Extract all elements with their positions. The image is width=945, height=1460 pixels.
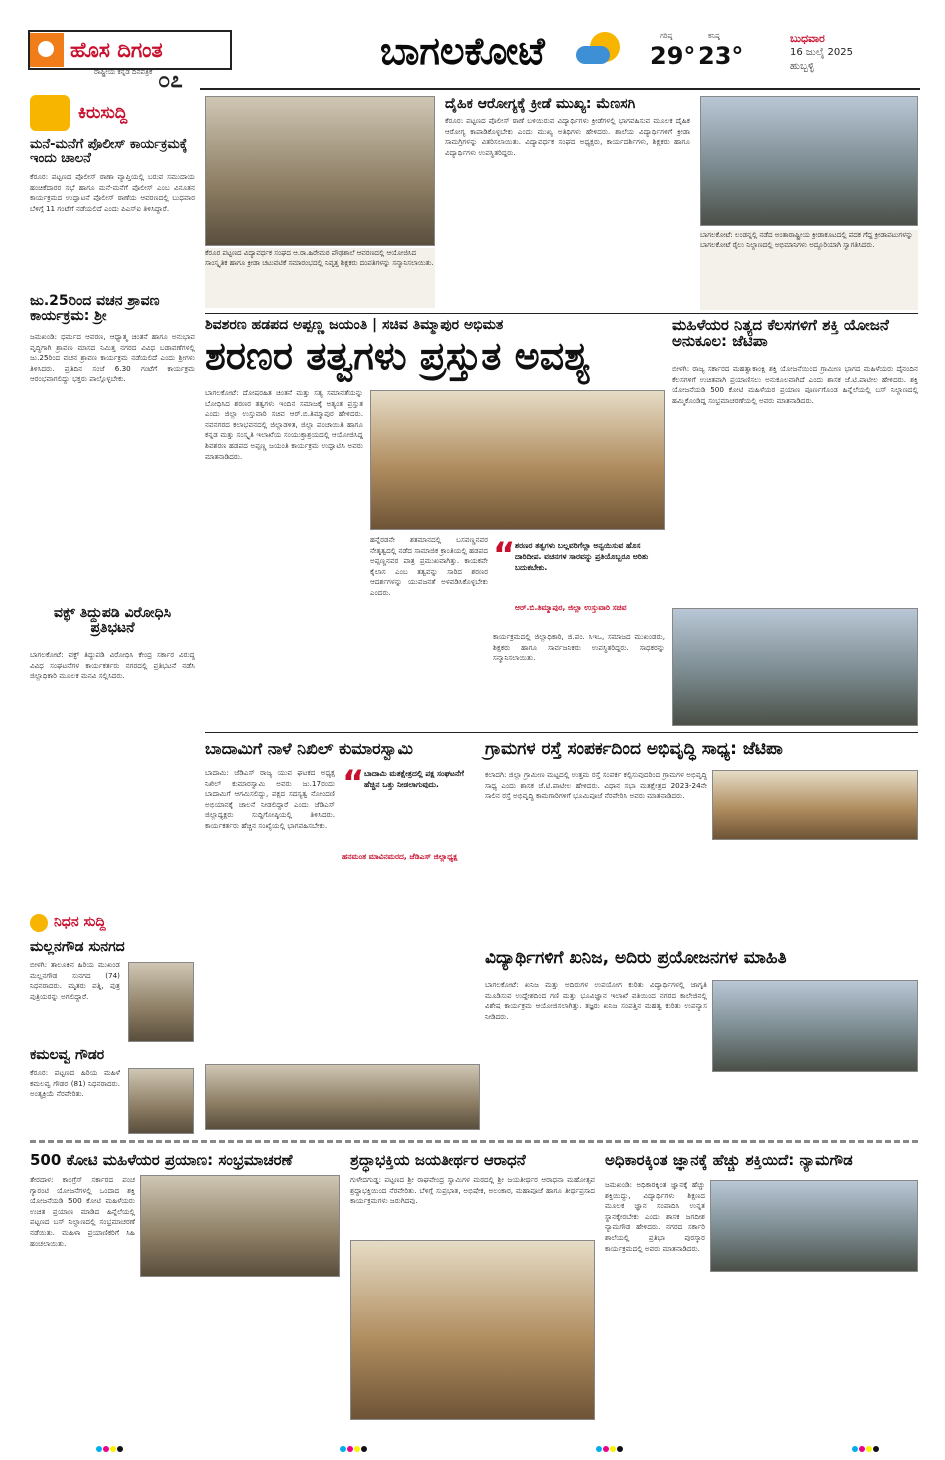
sports-body: ಕೆರೂರ: ಪಟ್ಟಣದ ಪೊಲೀಸ್ ಠಾಣೆ ಬಳಿಯಿರುವ ವಿದ್ಯಾರ್ಥಿಗಳು ಕ್ರೀಡೆಗಳಲ್ಲಿ ಭಾಗವಹಿಸುವ ಮೂಲಕ ದೈಹಿಕ ಆರೋಗ್ಯ ಕಾಪಾಡಿಕೊಳ್ಳಬೇಕು ಎಂದು ಮುಖ್ಯ ಅತಿಥಿಗಳು ಹೇಳಿದರು. ಶಾಲೆಯ ವಿದ್ಯಾರ್ಥಿಗಳಿಗೆ ಕ್ರೀಡಾ ಸಾಮಗ್ರಿಗಳನ್ನು ವಿತರಿಸಲಾಯಿತು. ವಿದ್ಯಾವರ್ಧಕ ಸಂಘದ ಅಧ್ಯಕ್ಷರು, ಕಾರ್ಯದರ್ಶಿಗಳು, ಶಿಕ್ಷಕರು ಹಾಗೂ ವಿದ್ಯಾರ್ಥಿಗಳು ಉಪಸ್ಥಿತರಿದ್ದರು. xyxy=(445,116,690,157)
school-event-photo xyxy=(205,96,435,246)
obit1-photo xyxy=(128,962,194,1042)
masthead-logo xyxy=(28,30,228,93)
bottom1-photo xyxy=(140,1175,340,1277)
athletes-caption: ಬಾಗಲಕೋಟೆ: ಲಂಡನ್ನಲ್ಲಿ ನಡೆದ ಅಂತಾರಾಷ್ಟ್ರೀಯ ಕ್ರೀಡಾಕೂಟದಲ್ಲಿ ಪದಕ ಗೆದ್ದ ಕ್ರೀಡಾಪಟುಗಳನ್ನು ಬಾಗಲಕೋಟೆ ರೈಲು ನಿಲ್ದಾಣದಲ್ಲಿ ಅಭಿಮಾನಿಗಳು ಅದ್ದೂರಿಯಾಗಿ ಸ್ವಾಗತಿಸಿದರು. xyxy=(700,230,918,310)
bottom-divider xyxy=(30,1140,918,1143)
kirusuddi-label: ಕಿರುಸುದ್ದಿ xyxy=(78,103,128,123)
roads-body: ಕಲಾದಗಿ: ಜಿಲ್ಲಾ ಗ್ರಾಮೀಣ ಮಟ್ಟದಲ್ಲಿ ಉತ್ತಮ ರಸ್ತೆ ಸಂಪರ್ಕ ಕಲ್ಪಿಸುವುದರಿಂದ ಗ್ರಾಮಗಳ ಅಭಿವೃದ್ಧಿ ಸಾಧ್ಯ ಎಂದು ಶಾಸಕ ಜೆ.ಟಿ.ಪಾಟೀಲ ಹೇಳಿದರು. ವಿಧಾನ ಸಭಾ ಮತಕ್ಷೇತ್ರದ 2023-24ನೇ ಸಾಲಿನ ರಸ್ತೆ ಅಭಿವೃದ್ಧಿ ಕಾಮಗಾರಿಗಳಿಗೆ ಭೂಮಿಪೂಜೆ ನೆರವೇರಿಸಿ ಅವರು ಮಾತನಾಡಿದರು. xyxy=(485,770,707,801)
nidhana-label: ನಿಧನ ಸುದ್ದಿ xyxy=(54,914,106,930)
temperature-box xyxy=(650,32,744,76)
brief2-body: ಜಮಖಂಡಿ: ಧರ್ಮದ ಆವರಣ, ಆಧ್ಯಾತ್ಮ ಚಿಂತನೆ ಹಾಗೂ ಅನುಭಾವ ವೃದ್ಧಿಗಾಗಿ ಶ್ರಾವಣ ಮಾಸದ ನಿಮಿತ್ತ ನಗರದ ವಿವಿಧ ಬಡಾವಣೆಗಳಲ್ಲಿ ಜು.25ರಿಂದ ವಚನ ಶ್ರಾವಣ ಕಾರ್ಯಕ್ರಮ ನಡೆಯಲಿದೆ ಎಂದು ಶ್ರೀಗಳು ತಿಳಿಸಿದರು. ಪ್ರತಿದಿನ ಸಂಜೆ 6.30 ಗಂಟೆಗೆ ಕಾರ್ಯಕ್ರಮ ಆರಂಭವಾಗಲಿದ್ದು ಭಕ್ತರು ಪಾಲ್ಗೊಳ್ಳಬೇಕು. xyxy=(30,332,195,384)
nidhana-header xyxy=(30,912,190,936)
edu-photo xyxy=(712,980,918,1072)
city-title xyxy=(380,28,620,78)
sports-headline: ದೈಹಿಕ ಆರೋಗ್ಯಕ್ಕೆ ಕ್ರೀಡೆ ಮುಖ್ಯ: ಮೆಣಸಗಿ xyxy=(445,96,636,112)
kirusuddi-header xyxy=(30,95,190,135)
weekday: ಬುಧವಾರ xyxy=(790,32,825,45)
logo-text: ಹೊಸ ದಿಗಂತ xyxy=(70,37,163,62)
bottom3-photo xyxy=(710,1180,918,1272)
brief1-headline: ಮನೆ-ಮನೆಗೆ ಪೊಲೀಸ್ ಕಾರ್ಯಕ್ರಮಕ್ಕೆ ಇಂದು ಚಾಲನೆ xyxy=(30,137,188,166)
athletes-photo xyxy=(700,96,918,226)
brief2-headline: ಜು.25ರಿಂದ ವಚನ ಶ್ರಾವಣ ಕಾರ್ಯಕ್ರಮ: ಶ್ರೀ xyxy=(30,293,160,324)
temp-max-label: ಗರಿಷ್ಠ xyxy=(660,32,673,40)
quote-icon: “ xyxy=(493,535,516,575)
brief3-body: ಬಾಗಲಕೋಟೆ: ವಕ್ಫ್ ತಿದ್ದುಪಡಿ ವಿರೋಧಿಸಿ ಕೇಂದ್ರ ಸರ್ಕಾರ ವಿರುದ್ಧ ವಿವಿಧ ಸಂಘಟನೆಗಳ ಕಾರ್ಯಕರ್ತರು ನಗರದಲ್ಲಿ ಪ್ರತಿಭಟನೆ ನಡೆಸಿ ಜಿಲ್ಲಾಧಿಕಾರಿ ಮೂಲಕ ಮನವಿ ಸಲ್ಲಿಸಿದರು. xyxy=(30,650,195,681)
shakti-body: ಬೀಳಗಿ: ರಾಜ್ಯ ಸರ್ಕಾರದ ಮಹತ್ವಾಕಾಂಕ್ಷಿ ಶಕ್ತಿ ಯೋಜನೆಯಿಂದ ಗ್ರಾಮೀಣ ಭಾಗದ ಮಹಿಳೆಯರು ದೈನಂದಿನ ಕೆಲಸಗಳಿಗೆ ಉಚಿತವಾಗಿ ಪ್ರಯಾಣಿಸಲು ಅನುಕೂಲವಾಗಿದೆ ಎಂದು ಶಾಸಕ ಜೆ.ಟಿ.ಪಾಟೀಲ ಹೇಳಿದರು. ಶಕ್ತಿ ಯೋಜನೆಯಡಿ 500 ಕೋಟಿ ಮಹಿಳೆಯರ ಪ್ರಯಾಣ ಪೂರ್ಣಗೊಂಡ ಹಿನ್ನೆಲೆಯಲ್ಲಿ ಬಸ್ ನಿಲ್ದಾಣದಲ್ಲಿ ಹಮ್ಮಿಕೊಂಡಿದ್ದ ಸಂಭ್ರಮಾಚರಣೆಯಲ್ಲಿ ಅವರು ಮಾತನಾಡಿದರು. xyxy=(672,364,918,405)
lead-headline: ಶರಣರ ತತ್ವಗಳು ಪ್ರಸ್ತುತ ಅವಶ್ಯ xyxy=(205,333,591,378)
lead-photo xyxy=(370,390,665,530)
nikhil-quote-byline: ಹನಮಂತ ಮಾವಿನಮರದ, ಜೆಡಿಎಸ್ ಜಿಲ್ಲಾಧ್ಯಕ್ಷ xyxy=(342,852,458,861)
bottom3-headline: ಅಧಿಕಾರಕ್ಕಿಂತ ಜ್ಞಾನಕ್ಕೆ ಹೆಚ್ಚು ಶಕ್ತಿಯಿದೆ: ನ್ಯಾಮಗೌಡ xyxy=(605,1151,853,1169)
edu-body: ಬಾಗಲಕೋಟೆ: ಖನಿಜ ಮತ್ತು ಅದಿರುಗಳ ಉಪಯೋಗ ಕುರಿತು ವಿದ್ಯಾರ್ಥಿಗಳಲ್ಲಿ ಜಾಗೃತಿ ಮೂಡಿಸುವ ಉದ್ದೇಶದಿಂದ ಗಣಿ ಮತ್ತು ಭೂವಿಜ್ಞಾನ ಇಲಾಖೆ ವತಿಯಿಂದ ನಗರದ ಕಾಲೇಜಿನಲ್ಲಿ ವಿಶೇಷ ಕಾರ್ಯಕ್ರಮ ಆಯೋಜಿಸಲಾಗಿತ್ತು. ತಜ್ಞರು ಖನಿಜ ಸಂಪತ್ತಿನ ಮಹತ್ವ ಕುರಿತು ಉಪನ್ಯಾಸ ನೀಡಿದರು. xyxy=(485,980,707,1021)
bottom3-body: ಜಮಖಂಡಿ: ಅಧಿಕಾರಕ್ಕಿಂತ ಜ್ಞಾನಕ್ಕೆ ಹೆಚ್ಚು ಶಕ್ತಿಯಿದ್ದು, ವಿದ್ಯಾರ್ಥಿಗಳು ಶಿಕ್ಷಣದ ಮೂಲಕ ಜ್ಞಾನ ಸಂಪಾದಿಸಿ ಉನ್ನತ ಸ್ಥಾನಕ್ಕೇರಬೇಕು ಎಂದು ಶಾಸಕ ಜಗದೀಶ ನ್ಯಾಮಗೌಡ ಹೇಳಿದರು. ನಗರದ ಸರ್ಕಾರಿ ಶಾಲೆಯಲ್ಲಿ ಪ್ರತಿಭಾ ಪುರಸ್ಕಾರ ಕಾರ್ಯಕ್ರಮದಲ್ಲಿ ಅವರು ಮಾತನಾಡಿದರು. xyxy=(605,1180,705,1253)
bottom2-headline: ಶ್ರದ್ಧಾಭಕ್ತಿಯ ಜಯತೀರ್ಥರ ಆರಾಧನೆ xyxy=(350,1151,526,1169)
lead-body-col1: ಬಾಗಲಕೋಟೆ: ದೋಷರಹಿತ ಚಿಂತನೆ ಮತ್ತು ಸತ್ಯ ಸಮಾನತೆಯನ್ನು ಬೋಧಿಸಿದ ಶರಣರ ತತ್ವಗಳು ಇಂದಿನ ಸಮಾಜಕ್ಕೆ ಅತ್ಯಂತ ಪ್ರಸ್ತುತ ಎಂದು ಜಿಲ್ಲಾ ಉಸ್ತುವಾರಿ ಸಚಿವ ಆರ್.ಬಿ.ತಿಮ್ಮಾಪುರ ಹೇಳಿದರು. ನವನಗರದ ಕಲಾಭವನದಲ್ಲಿ ಜಿಲ್ಲಾಡಳಿತ, ಜಿಲ್ಲಾ ಪಂಚಾಯಿತಿ ಹಾಗೂ ಕನ್ನಡ ಮತ್ತು ಸಂಸ್ಕೃತಿ ಇಲಾಖೆಯ ಸಂಯುಕ್ತಾಶ್ರಯದಲ್ಲಿ ಆಯೋಜಿಸಿದ್ದ ಶಿವಶರಣ ಹಡಪದ ಅಪ್ಪಣ್ಣ ಜಯಂತಿ ಕಾರ್ಯಕ್ರಮ ಉದ್ಘಾಟಿಸಿ ಅವರು ಮಾತನಾಡಿದರು. xyxy=(205,388,363,461)
obit1-body: ಬೀಳಗಿ: ತಾಲೂಕಿನ ಹಿರಿಯ ಮುಖಂಡ ಮಲ್ಲನಗೌಡ ಸುನಗದ (74) ನಿಧನರಾದರು. ಮೃತರು ಪತ್ನಿ, ಪುತ್ರ ಪುತ್ರಿಯರನ್ನು ಅಗಲಿದ್ದಾರೆ. xyxy=(30,960,120,1001)
shakti-photo xyxy=(672,608,918,726)
hand-icon xyxy=(30,95,70,131)
brief1-body: ಕೆರೂರ: ಪಟ್ಟಣದ ಪೊಲೀಸ್ ಠಾಣಾ ವ್ಯಾಪ್ತಿಯಲ್ಲಿ ಬರುವ ಸಮುದಾಯ ಹಂಚಿಕೆದಾರರ ಸಭೆ ಹಾಗೂ ಮನೆ-ಮನೆಗೆ ಪೊಲೀಸ್ ಎಂಬ ವಿನೂತನ ಕಾರ್ಯಕ್ರಮದ ಉದ್ಘಾಟನೆ ಪೊಲೀಸ್ ಠಾಣೆಯ ಆವರಣದಲ್ಲಿ ಬುಧವಾರ ಬೆಳಿಗ್ಗೆ 11 ಗಂಟೆಗೆ ನಡೆಯಲಿದೆ ಎಂದು ಪಿಎಸ್ಐ ತಿಳಿಸಿದ್ದಾರೆ. xyxy=(30,172,195,213)
school-event-caption: ಕೆರೂರ ಪಟ್ಟಣದ ವಿದ್ಯಾವರ್ಧಕ ಸಂಘದ ಆ.ರಾ.ಹಿರೇಮಠ ಪೌಢಶಾಲೆ ಆವರಣದಲ್ಲಿ ಆಯೋಜಿಸಿದ ಸಾಂಸ್ಕೃತಿಕ ಹಾಗೂ ಕ್ರೀಡಾ ಚಟುವಟಿಕೆ ಸಮಾರಂಭದಲ್ಲಿ ನಿವೃತ್ತ ಶಿಕ್ಷಕರು ದಂಪತಿಗಳನ್ನು ಸನ್ಮಾನಿಸಲಾಯಿತು. xyxy=(205,248,435,308)
divider-2 xyxy=(205,732,918,733)
nikhil-photo xyxy=(205,1064,480,1130)
nikhil-quote-text: ಬಾದಾಮಿ ಮತಕ್ಷೇತ್ರದಲ್ಲಿ ಪಕ್ಷ ಸಂಘಟನೆಗೆ ಹೆಚ್ಚಿನ ಒತ್ತು ನೀಡಲಾಗುವುದು. xyxy=(364,769,464,789)
pullquote-text: ಶರಣರ ತತ್ವಗಳು ಬಲ್ಲವರಿಗೆಲ್ಲಾ ಅನ್ವಯಿಸುವ ಹೊಸ ದಾರಿದೀಪ. ವಚನಗಳ ಸಾರವನ್ನು ಪ್ರತಿಯೊಬ್ಬರೂ ಅರಿತು ಬದುಕಬೇಕು. xyxy=(515,541,649,572)
nikhil-pullquote xyxy=(342,763,478,878)
temp-max: 29° xyxy=(650,42,696,70)
bottom1-body: ತೇರದಾಳ: ಕಾಂಗ್ರೆಸ್ ಸರ್ಕಾರದ ಪಂಚ ಗ್ಯಾರಂಟಿ ಯೋಜನೆಗಳಲ್ಲಿ ಒಂದಾದ ಶಕ್ತಿ ಯೋಜನೆಯಡಿ 500 ಕೋಟಿ ಮಹಿಳೆಯರು ಉಚಿತ ಪ್ರಯಾಣ ಮಾಡಿದ ಹಿನ್ನೆಲೆಯಲ್ಲಿ ಪಟ್ಟಣದ ಬಸ್ ನಿಲ್ದಾಣದಲ್ಲಿ ಸಂಭ್ರಮಾಚರಣೆ ನಡೆಯಿತು. ಮಹಿಳಾ ಪ್ರಯಾಣಿಕರಿಗೆ ಸಿಹಿ ಹಂಚಲಾಯಿತು. xyxy=(30,1175,135,1248)
date: 16 ಜುಲೈ 2025 xyxy=(790,47,853,58)
masthead-rule xyxy=(200,88,920,90)
cmyk-mark xyxy=(340,1446,367,1452)
bottom2-photo xyxy=(350,1240,595,1420)
bottom2-body: ಗುಳೇದಗುಡ್ಡ: ಪಟ್ಟಣದ ಶ್ರೀ ರಾಘವೇಂದ್ರ ಸ್ವಾಮಿಗಳ ಮಠದಲ್ಲಿ ಶ್ರೀ ಜಯತೀರ್ಥರ ಆರಾಧನಾ ಮಹೋತ್ಸವ ಶ್ರದ್ಧಾಭಕ್ತಿಯಿಂದ ನೆರವೇರಿತು. ಬೆಳಿಗ್ಗೆ ಸುಪ್ರಭಾತ, ಅಭಿಷೇಕ, ಅಲಂಕಾರ, ಮಹಾಪೂಜೆ ಹಾಗೂ ತೀರ್ಥಪ್ರಸಾದ ಕಾರ್ಯಕ್ರಮಗಳು ಜರುಗಿದವು. xyxy=(350,1175,595,1206)
quote-icon-2: “ xyxy=(342,763,365,803)
obit2-photo xyxy=(128,1068,194,1134)
bottom1-headline: 500 ಕೋಟಿ ಮಹಿಳೆಯರ ಪ್ರಯಾಣ: ಸಂಭ್ರಮಾಚರಣೆ xyxy=(30,1151,293,1169)
roads-headline: ಗ್ರಾಮಗಳ ರಸ್ತೆ ಸಂಪರ್ಕದಿಂದ ಅಭಿವೃದ್ಧಿ ಸಾಧ್ಯ: ಜೆಟಿಪಾ xyxy=(485,739,783,759)
cmyk-mark xyxy=(852,1446,879,1452)
obit2-name: ಕಮಲವ್ವ ಗೌಡರ xyxy=(30,1047,105,1063)
cloud-icon xyxy=(576,46,610,64)
logo-tagline: ರಾಷ್ಟ್ರೀಯ ಕನ್ನಡ ದಿನಪತ್ರಿಕೆ xyxy=(94,68,153,76)
lead-kicker: ಶಿವಶರಣ ಹಡಪದ ಅಪ್ಪಣ್ಣ ಜಯಂತಿ | ಸಚಿವ ತಿಮ್ಮಾಪುರ ಅಭಿಮತ xyxy=(205,317,504,333)
nikhil-headline: ಬಾದಾಮಿಗೆ ನಾಳೆ ನಿಖಿಲ್ ಕುಮಾರಸ್ವಾಮಿ xyxy=(205,739,413,758)
brief3-headline: ವಕ್ಫ್ ತಿದ್ದುಪಡಿ ವಿರೋಧಿಸಿ ಪ್ರತಿಭಟನೆ xyxy=(53,605,172,636)
page-number: ೦೭ xyxy=(158,68,183,93)
nikhil-body: ಬಾದಾಮಿ: ಜೆಡಿಎಸ್ ರಾಜ್ಯ ಯುವ ಘಟಕದ ಅಧ್ಯಕ್ಷ ನಿಖಿಲ್ ಕುಮಾರಸ್ವಾಮಿ ಅವರು ಜು.17ರಂದು ಬಾದಾಮಿಗೆ ಆಗಮಿಸಲಿದ್ದು, ಪಕ್ಷದ ಸದಸ್ಯತ್ವ ನೋಂದಣಿ ಅಭಿಯಾನಕ್ಕೆ ಚಾಲನೆ ನೀಡಲಿದ್ದಾರೆ ಎಂದು ಜೆಡಿಎಸ್ ಜಿಲ್ಲಾಧ್ಯಕ್ಷರು ಸುದ್ದಿಗೋಷ್ಠಿಯಲ್ಲಿ ತಿಳಿಸಿದರು. ಕಾರ್ಯಕರ್ತರು ಹೆಚ್ಚಿನ ಸಂಖ್ಯೆಯಲ್ಲಿ ಭಾಗವಹಿಸಬೇಕು. xyxy=(205,768,335,830)
city-name: ಬಾಗಲಕೋಟೆ xyxy=(380,28,545,73)
date-box xyxy=(790,32,930,88)
cmyk-mark xyxy=(596,1446,623,1452)
flag-logo-icon xyxy=(30,33,64,67)
temp-min-label: ಕನಿಷ್ಠ xyxy=(708,32,720,40)
divider-1 xyxy=(205,313,918,314)
edition-place: ಹುಬ್ಬಳ್ಳಿ xyxy=(790,61,815,72)
lead-body-col3: ಕಾರ್ಯಕ್ರಮದಲ್ಲಿ ಜಿಲ್ಲಾಧಿಕಾರಿ, ಜಿ.ಪಂ. ಸಿಇಒ, ಸಮಾಜದ ಮುಖಂಡರು, ಶಿಕ್ಷಕರು ಹಾಗೂ ಸಾರ್ವಜನಿಕರು ಉಪಸ್ಥಿತರಿದ್ದರು. ಸಾಧಕರನ್ನು ಸನ್ಮಾನಿಸಲಾಯಿತು. xyxy=(493,632,665,663)
roads-photo xyxy=(712,770,918,840)
bulb-icon xyxy=(30,914,48,932)
obit1-name: ಮಲ್ಲನಗೌಡ ಸುನಗದ xyxy=(30,939,125,955)
obit2-body: ಕೆರೂರ: ಪಟ್ಟಣದ ಹಿರಿಯ ಮಹಿಳೆ ಕಮಲವ್ವ ಗೌಡರ (81) ನಿಧನರಾದರು. ಅಂತ್ಯಕ್ರಿಯೆ ನೆರವೇರಿತು. xyxy=(30,1068,120,1099)
cmyk-mark xyxy=(96,1446,123,1452)
edu-headline: ವಿದ್ಯಾರ್ಥಿಗಳಿಗೆ ಖನಿಜ, ಅದಿರು ಪ್ರಯೋಜನಗಳ ಮಾಹಿತಿ xyxy=(485,948,787,968)
lead-body-col2: ಹನ್ನೆರಡನೇ ಶತಮಾನದಲ್ಲಿ ಬಸವಣ್ಣನವರ ನೇತೃತ್ವದಲ್ಲಿ ನಡೆದ ಸಾಮಾಜಿಕ ಕ್ರಾಂತಿಯಲ್ಲಿ ಹಡಪದ ಅಪ್ಪಣ್ಣನವರ ಪಾತ್ರ ಪ್ರಮುಖವಾಗಿತ್ತು. ಕಾಯಕವೇ ಕೈಲಾಸ ಎಂಬ ತತ್ವವನ್ನು ಸಾರಿದ ಶರಣರ ಆದರ್ಶಗಳನ್ನು ಯುವಜನತೆ ಅಳವಡಿಸಿಕೊಳ್ಳಬೇಕು ಎಂದರು. xyxy=(370,535,488,597)
shakti-headline: ಮಹಿಳೆಯರ ನಿತ್ಯದ ಕೆಲಸಗಳಿಗೆ ಶಕ್ತಿ ಯೋಜನೆ ಅನುಕೂಲ: ಜೆಟಿಪಾ xyxy=(672,316,889,350)
pullquote-byline: ಆರ್.ಬಿ.ತಿಮ್ಮಾಪುರ, ಜಿಲ್ಲಾ ಉಸ್ತುವಾರಿ ಸಚಿವ xyxy=(515,603,627,612)
temp-min: 23° xyxy=(698,42,744,70)
